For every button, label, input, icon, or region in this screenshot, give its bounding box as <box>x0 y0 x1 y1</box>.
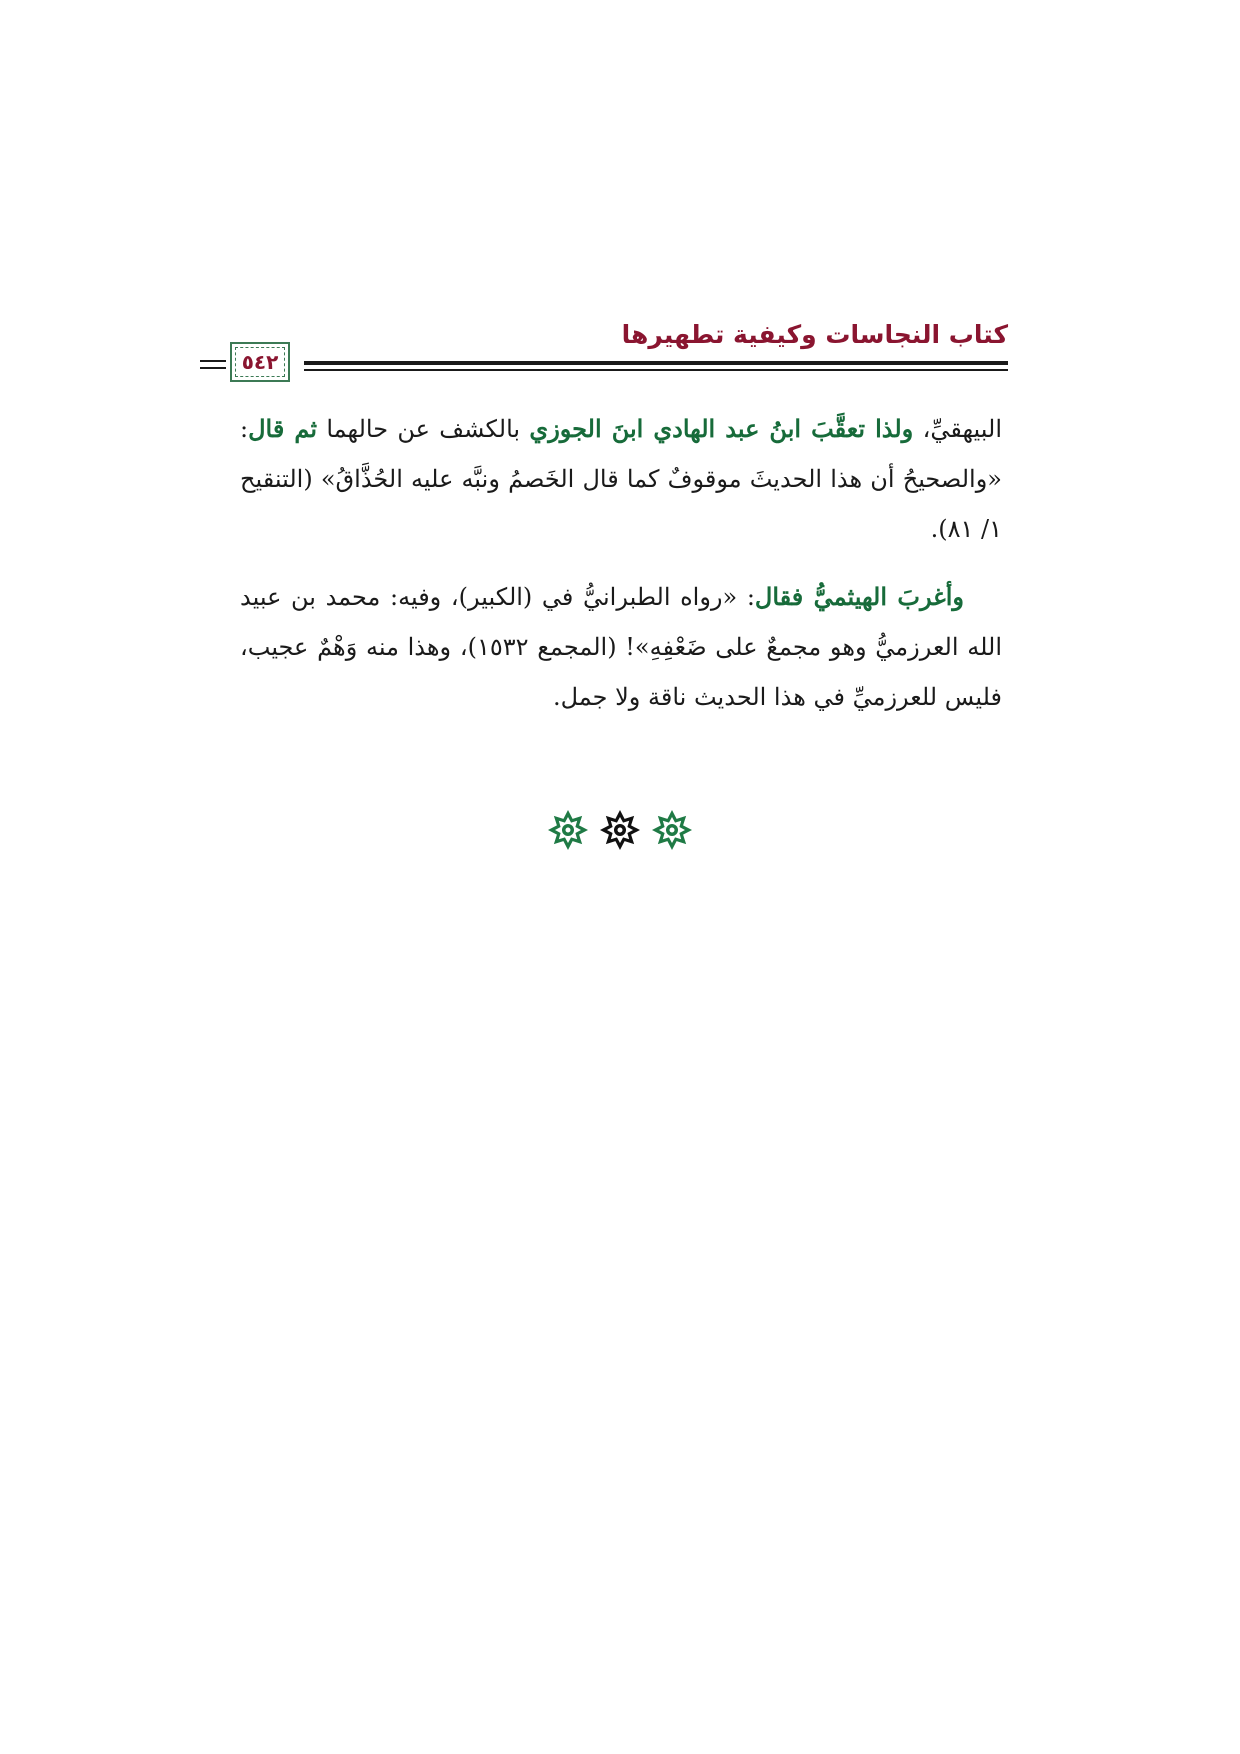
ornament-star-dot <box>670 828 675 833</box>
end-ornament <box>520 805 720 855</box>
page-number-frame <box>230 342 290 382</box>
header-rule-thick <box>304 361 1008 365</box>
p1-text-bayhaqi: البيهقيِّ، <box>913 415 1002 443</box>
paragraph-2 <box>240 572 1002 722</box>
header-rule-left-stub-lower <box>200 367 226 369</box>
p1-highlight-thumma-qal: ثم قال <box>248 414 318 443</box>
paragraph-1 <box>240 404 1002 554</box>
p1-quote-tanqih: : «والصحيحُ أن هذا الحديثَ موقوفٌ كما قال الخَصمُ ونبَّه عليه الحُذَّاقُ» (التنقيح ١/ ٨١). <box>240 415 1002 543</box>
ornament-star-2-icon <box>600 810 640 850</box>
p2-quote-majma: : «رواه الطبرانيُّ في (الكبير)، وفيه: محمد بن عبيد الله العرزميُّ وهو مجمعٌ على ضَعْفِهِ»! (المجمع ١٥٣٢)، وهذا منه وَهْمٌ عجيب، فليس للعرزميِّ في هذا الحديث ناقة ولا جمل. <box>240 583 1003 711</box>
page-header <box>230 318 1008 388</box>
body-text <box>240 404 1002 722</box>
p1-text-kashf: بالكشف عن حالهما <box>317 415 530 443</box>
ornament-star-dot <box>618 828 623 833</box>
running-title: كتاب النجاسات وكيفية تطهيرها <box>621 320 1008 349</box>
p1-highlight-ibn-abd-alhadi: ولذا تعقَّبَ ابنُ عبد الهادي ابنَ الجوزي <box>529 414 914 443</box>
header-rule-left-stub <box>200 360 226 362</box>
ornament-star-dot <box>566 828 571 833</box>
page-number: ٥٤٢ <box>241 350 279 374</box>
ornament-star-3-icon <box>652 810 692 850</box>
ornament-star-1-icon <box>548 810 588 850</box>
header-rule-thin <box>304 369 1008 371</box>
p2-highlight-haythami: وأغربَ الهيثميُّ فقال <box>754 582 964 611</box>
